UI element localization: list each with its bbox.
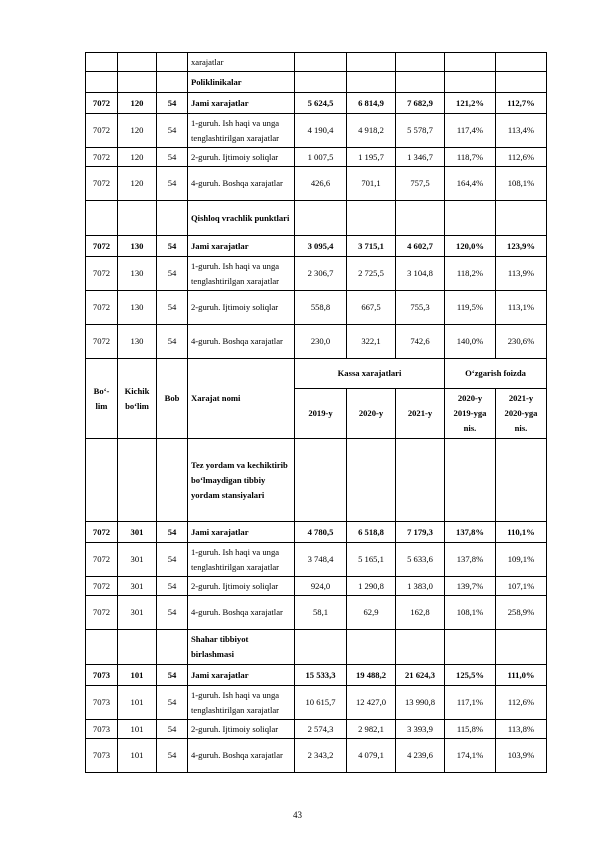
table-cell (496, 201, 547, 236)
table-cell: 3 104,8 (396, 257, 445, 291)
table-cell: 130 (118, 325, 157, 359)
table-cell: 4 780,5 (295, 522, 347, 543)
table-cell: 54 (157, 236, 188, 257)
table-cell: 130 (118, 236, 157, 257)
table-cell (118, 201, 157, 236)
table-row (86, 686, 547, 720)
table-cell: 2 574,3 (295, 720, 347, 739)
table-cell: 120,0% (445, 236, 496, 257)
table-cell: 15 533,3 (295, 665, 347, 686)
section-row (86, 439, 547, 522)
table-cell (118, 72, 157, 93)
table-cell: 54 (157, 325, 188, 359)
table-cell: 1 290,8 (347, 577, 396, 596)
table-cell: 21 624,3 (396, 665, 445, 686)
table-cell: 137,8% (445, 543, 496, 577)
table-cell: 54 (157, 686, 188, 720)
table-cell: 4-guruh. Boshqa xarajatlar (188, 167, 295, 201)
table-cell: Tez yordam va kechiktirib bo‘lmaydigan tibbiy yordam stansiyalari (188, 439, 295, 522)
table-cell (347, 630, 396, 665)
section-row (86, 72, 547, 93)
table-cell: 58,1 (295, 596, 347, 630)
table-cell: 301 (118, 543, 157, 577)
table-cell: Shahar tibbiyot birlashmasi (188, 630, 295, 665)
table-row (86, 543, 547, 577)
header-ozgarish-foizda: O‘zgarish foizda (445, 359, 547, 389)
table-cell (496, 630, 547, 665)
table-cell: 54 (157, 93, 188, 114)
table-body-bottom (86, 439, 547, 773)
table-cell (396, 72, 445, 93)
table-cell: 164,4% (445, 167, 496, 201)
table-cell: 101 (118, 739, 157, 773)
table-cell (295, 201, 347, 236)
table-cell: 7072 (86, 148, 118, 167)
table-cell: 101 (118, 686, 157, 720)
table-cell: 7 682,9 (396, 93, 445, 114)
table-cell: 4 079,1 (347, 739, 396, 773)
table-cell: 6 814,9 (347, 93, 396, 114)
table-cell: 108,1% (445, 596, 496, 630)
table-cell: 140,0% (445, 325, 496, 359)
table-cell: 162,8 (396, 596, 445, 630)
table-cell (496, 53, 547, 72)
header-ratio-2020-2019: 2020-y 2019-yga nis. (445, 389, 496, 439)
table-cell (347, 439, 396, 522)
table-cell: 7073 (86, 739, 118, 773)
table-cell: 7072 (86, 543, 118, 577)
table-cell: 2 725,5 (347, 257, 396, 291)
table-row (86, 596, 547, 630)
table-cell: 112,6% (496, 148, 547, 167)
table-cell: 54 (157, 148, 188, 167)
header-kassa-xarajatlari: Kassa xarajatlari (295, 359, 445, 389)
table-cell: 4 239,6 (396, 739, 445, 773)
table-body-top (86, 53, 547, 359)
table-cell (157, 72, 188, 93)
table-cell: 54 (157, 720, 188, 739)
table-cell: 7072 (86, 257, 118, 291)
table-cell (157, 439, 188, 522)
table-cell: 7072 (86, 522, 118, 543)
table-cell: 54 (157, 522, 188, 543)
table-cell: 113,9% (496, 257, 547, 291)
total-row (86, 522, 547, 543)
table-cell: 115,8% (445, 720, 496, 739)
table-cell: 117,4% (445, 114, 496, 148)
table-cell: 113,1% (496, 291, 547, 325)
table-cell (295, 72, 347, 93)
table-cell: 7073 (86, 686, 118, 720)
table-cell: 1 195,7 (347, 148, 396, 167)
table-cell: 7 179,3 (396, 522, 445, 543)
table-cell: 755,3 (396, 291, 445, 325)
table-cell (396, 439, 445, 522)
table-cell: 111,0% (496, 665, 547, 686)
table-cell (496, 439, 547, 522)
table-row (86, 577, 547, 596)
table-cell: 108,1% (496, 167, 547, 201)
table-cell: 101 (118, 665, 157, 686)
header-2020: 2020-y (347, 389, 396, 439)
total-row (86, 236, 547, 257)
table-cell: 924,0 (295, 577, 347, 596)
table-cell: 107,1% (496, 577, 547, 596)
table-cell: 4 602,7 (396, 236, 445, 257)
table-cell: 667,5 (347, 291, 396, 325)
table-cell (347, 53, 396, 72)
table-cell: 322,1 (347, 325, 396, 359)
table-cell: 4-guruh. Boshqa xarajatlar (188, 325, 295, 359)
table-cell: 10 615,7 (295, 686, 347, 720)
header-ratio-2021-2020: 2021-y 2020-yga nis. (496, 389, 547, 439)
table-cell (396, 201, 445, 236)
section-row (86, 53, 547, 72)
table-cell: 109,1% (496, 543, 547, 577)
table-cell: 137,8% (445, 522, 496, 543)
table-cell (295, 630, 347, 665)
table-cell: 54 (157, 739, 188, 773)
table-cell: Jami xarajatlar (188, 93, 295, 114)
table-cell: 230,0 (295, 325, 347, 359)
table-cell: Jami xarajatlar (188, 522, 295, 543)
table-cell: 7072 (86, 596, 118, 630)
table-cell: 7072 (86, 114, 118, 148)
table-cell (157, 53, 188, 72)
table-cell (118, 630, 157, 665)
table-header (86, 359, 547, 439)
table-cell: 19 488,2 (347, 665, 396, 686)
table-cell (295, 53, 347, 72)
table-cell: 258,9% (496, 596, 547, 630)
table-cell: 3 748,4 (295, 543, 347, 577)
table-cell (295, 439, 347, 522)
table-cell: 12 427,0 (347, 686, 396, 720)
header-bob: Bob (157, 359, 188, 439)
table-cell: 7072 (86, 93, 118, 114)
section-row (86, 201, 547, 236)
budget-table-container (85, 52, 546, 773)
table-row (86, 720, 547, 739)
table-cell (157, 630, 188, 665)
table-cell: 3 393,9 (396, 720, 445, 739)
table-cell: 103,9% (496, 739, 547, 773)
table-cell: 120 (118, 93, 157, 114)
table-cell: 6 518,8 (347, 522, 396, 543)
table-cell: 54 (157, 291, 188, 325)
table-cell: 2-guruh. Ijtimoiy soliqlar (188, 148, 295, 167)
table-cell: 54 (157, 114, 188, 148)
table-cell: 174,1% (445, 739, 496, 773)
table-cell: 7073 (86, 720, 118, 739)
table-row (86, 325, 547, 359)
table-cell: 54 (157, 665, 188, 686)
table-row (86, 148, 547, 167)
table-cell: 4-guruh. Boshqa xarajatlar (188, 596, 295, 630)
table-cell: 7072 (86, 167, 118, 201)
table-cell: 123,9% (496, 236, 547, 257)
table-cell: 54 (157, 167, 188, 201)
table-cell: 2-guruh. Ijtimoiy soliqlar (188, 720, 295, 739)
table-cell: 301 (118, 596, 157, 630)
table-cell: Poliklinikalar (188, 72, 295, 93)
table-cell: 1-guruh. Ish haqi va unga tenglashtirilgan xarajatlar (188, 114, 295, 148)
table-cell: 54 (157, 543, 188, 577)
header-2021: 2021-y (396, 389, 445, 439)
table-cell: 5 578,7 (396, 114, 445, 148)
table-cell: 113,8% (496, 720, 547, 739)
table-cell: 7073 (86, 665, 118, 686)
table-cell: 54 (157, 257, 188, 291)
table-cell: 1 007,5 (295, 148, 347, 167)
table-cell: 110,1% (496, 522, 547, 543)
table-cell (445, 53, 496, 72)
table-cell: 301 (118, 577, 157, 596)
header-xarajat-nomi: Xarajat nomi (188, 359, 295, 439)
table-cell: xarajatlar (188, 53, 295, 72)
table-cell (445, 439, 496, 522)
table-cell: 112,6% (496, 686, 547, 720)
table-cell: 5 624,5 (295, 93, 347, 114)
table-cell: 2 982,1 (347, 720, 396, 739)
budget-table (85, 52, 547, 773)
table-cell (86, 72, 118, 93)
table-cell: 139,7% (445, 577, 496, 596)
table-cell: Jami xarajatlar (188, 665, 295, 686)
table-cell (396, 630, 445, 665)
table-cell (118, 439, 157, 522)
table-cell (347, 201, 396, 236)
table-row (86, 167, 547, 201)
table-cell (496, 72, 547, 93)
table-cell: Jami xarajatlar (188, 236, 295, 257)
table-cell: 7072 (86, 325, 118, 359)
table-cell (86, 201, 118, 236)
table-cell: 13 990,8 (396, 686, 445, 720)
table-cell: 426,6 (295, 167, 347, 201)
table-cell (86, 630, 118, 665)
table-cell: 120 (118, 167, 157, 201)
table-cell: 7072 (86, 236, 118, 257)
table-row (86, 114, 547, 148)
table-cell (445, 72, 496, 93)
table-cell: 112,7% (496, 93, 547, 114)
table-cell (445, 630, 496, 665)
table-cell: 1-guruh. Ish haqi va unga tenglashtirilgan xarajatlar (188, 543, 295, 577)
table-row (86, 739, 547, 773)
table-cell: 130 (118, 291, 157, 325)
table-cell: 113,4% (496, 114, 547, 148)
table-cell: 7072 (86, 291, 118, 325)
table-cell: 5 633,6 (396, 543, 445, 577)
table-cell: 101 (118, 720, 157, 739)
table-cell: 62,9 (347, 596, 396, 630)
table-cell: 4-guruh. Boshqa xarajatlar (188, 739, 295, 773)
header-kichik-bolim: Kichik bo‘lim (118, 359, 157, 439)
table-cell: 230,6% (496, 325, 547, 359)
table-cell: 1 383,0 (396, 577, 445, 596)
section-row (86, 630, 547, 665)
table-cell: 558,8 (295, 291, 347, 325)
total-row (86, 665, 547, 686)
table-cell: 118,7% (445, 148, 496, 167)
table-cell: 1-guruh. Ish haqi va unga tenglashtirilgan xarajatlar (188, 257, 295, 291)
table-row (86, 257, 547, 291)
total-row (86, 93, 547, 114)
table-cell: 2-guruh. Ijtimoiy soliqlar (188, 577, 295, 596)
table-cell (396, 53, 445, 72)
table-cell (86, 439, 118, 522)
table-cell: 742,6 (396, 325, 445, 359)
table-cell (118, 53, 157, 72)
table-cell: 120 (118, 114, 157, 148)
page-number: 43 (293, 810, 302, 820)
table-cell: 4 918,2 (347, 114, 396, 148)
table-cell: 1 346,7 (396, 148, 445, 167)
table-cell: 2 343,2 (295, 739, 347, 773)
table-cell: 120 (118, 148, 157, 167)
table-cell: 125,5% (445, 665, 496, 686)
table-cell: 130 (118, 257, 157, 291)
table-cell: 1-guruh. Ish haqi va unga tenglashtirilgan xarajatlar (188, 686, 295, 720)
table-cell: 118,2% (445, 257, 496, 291)
table-cell: 2-guruh. Ijtimoiy soliqlar (188, 291, 295, 325)
table-cell: 4 190,4 (295, 114, 347, 148)
table-cell: 701,1 (347, 167, 396, 201)
table-cell: 2 306,7 (295, 257, 347, 291)
table-cell (347, 72, 396, 93)
table-cell (445, 201, 496, 236)
table-cell: Qishloq vrachlik punktlari (188, 201, 295, 236)
table-cell: 3 095,4 (295, 236, 347, 257)
table-row (86, 291, 547, 325)
table-cell: 301 (118, 522, 157, 543)
table-cell: 5 165,1 (347, 543, 396, 577)
header-bolim: Bo‘-lim (86, 359, 118, 439)
table-cell: 7072 (86, 577, 118, 596)
table-cell: 121,2% (445, 93, 496, 114)
header-2019: 2019-y (295, 389, 347, 439)
table-cell: 3 715,1 (347, 236, 396, 257)
table-cell: 117,1% (445, 686, 496, 720)
table-cell: 119,5% (445, 291, 496, 325)
table-cell (86, 53, 118, 72)
table-cell: 54 (157, 596, 188, 630)
table-cell: 757,5 (396, 167, 445, 201)
table-cell (157, 201, 188, 236)
table-cell: 54 (157, 577, 188, 596)
